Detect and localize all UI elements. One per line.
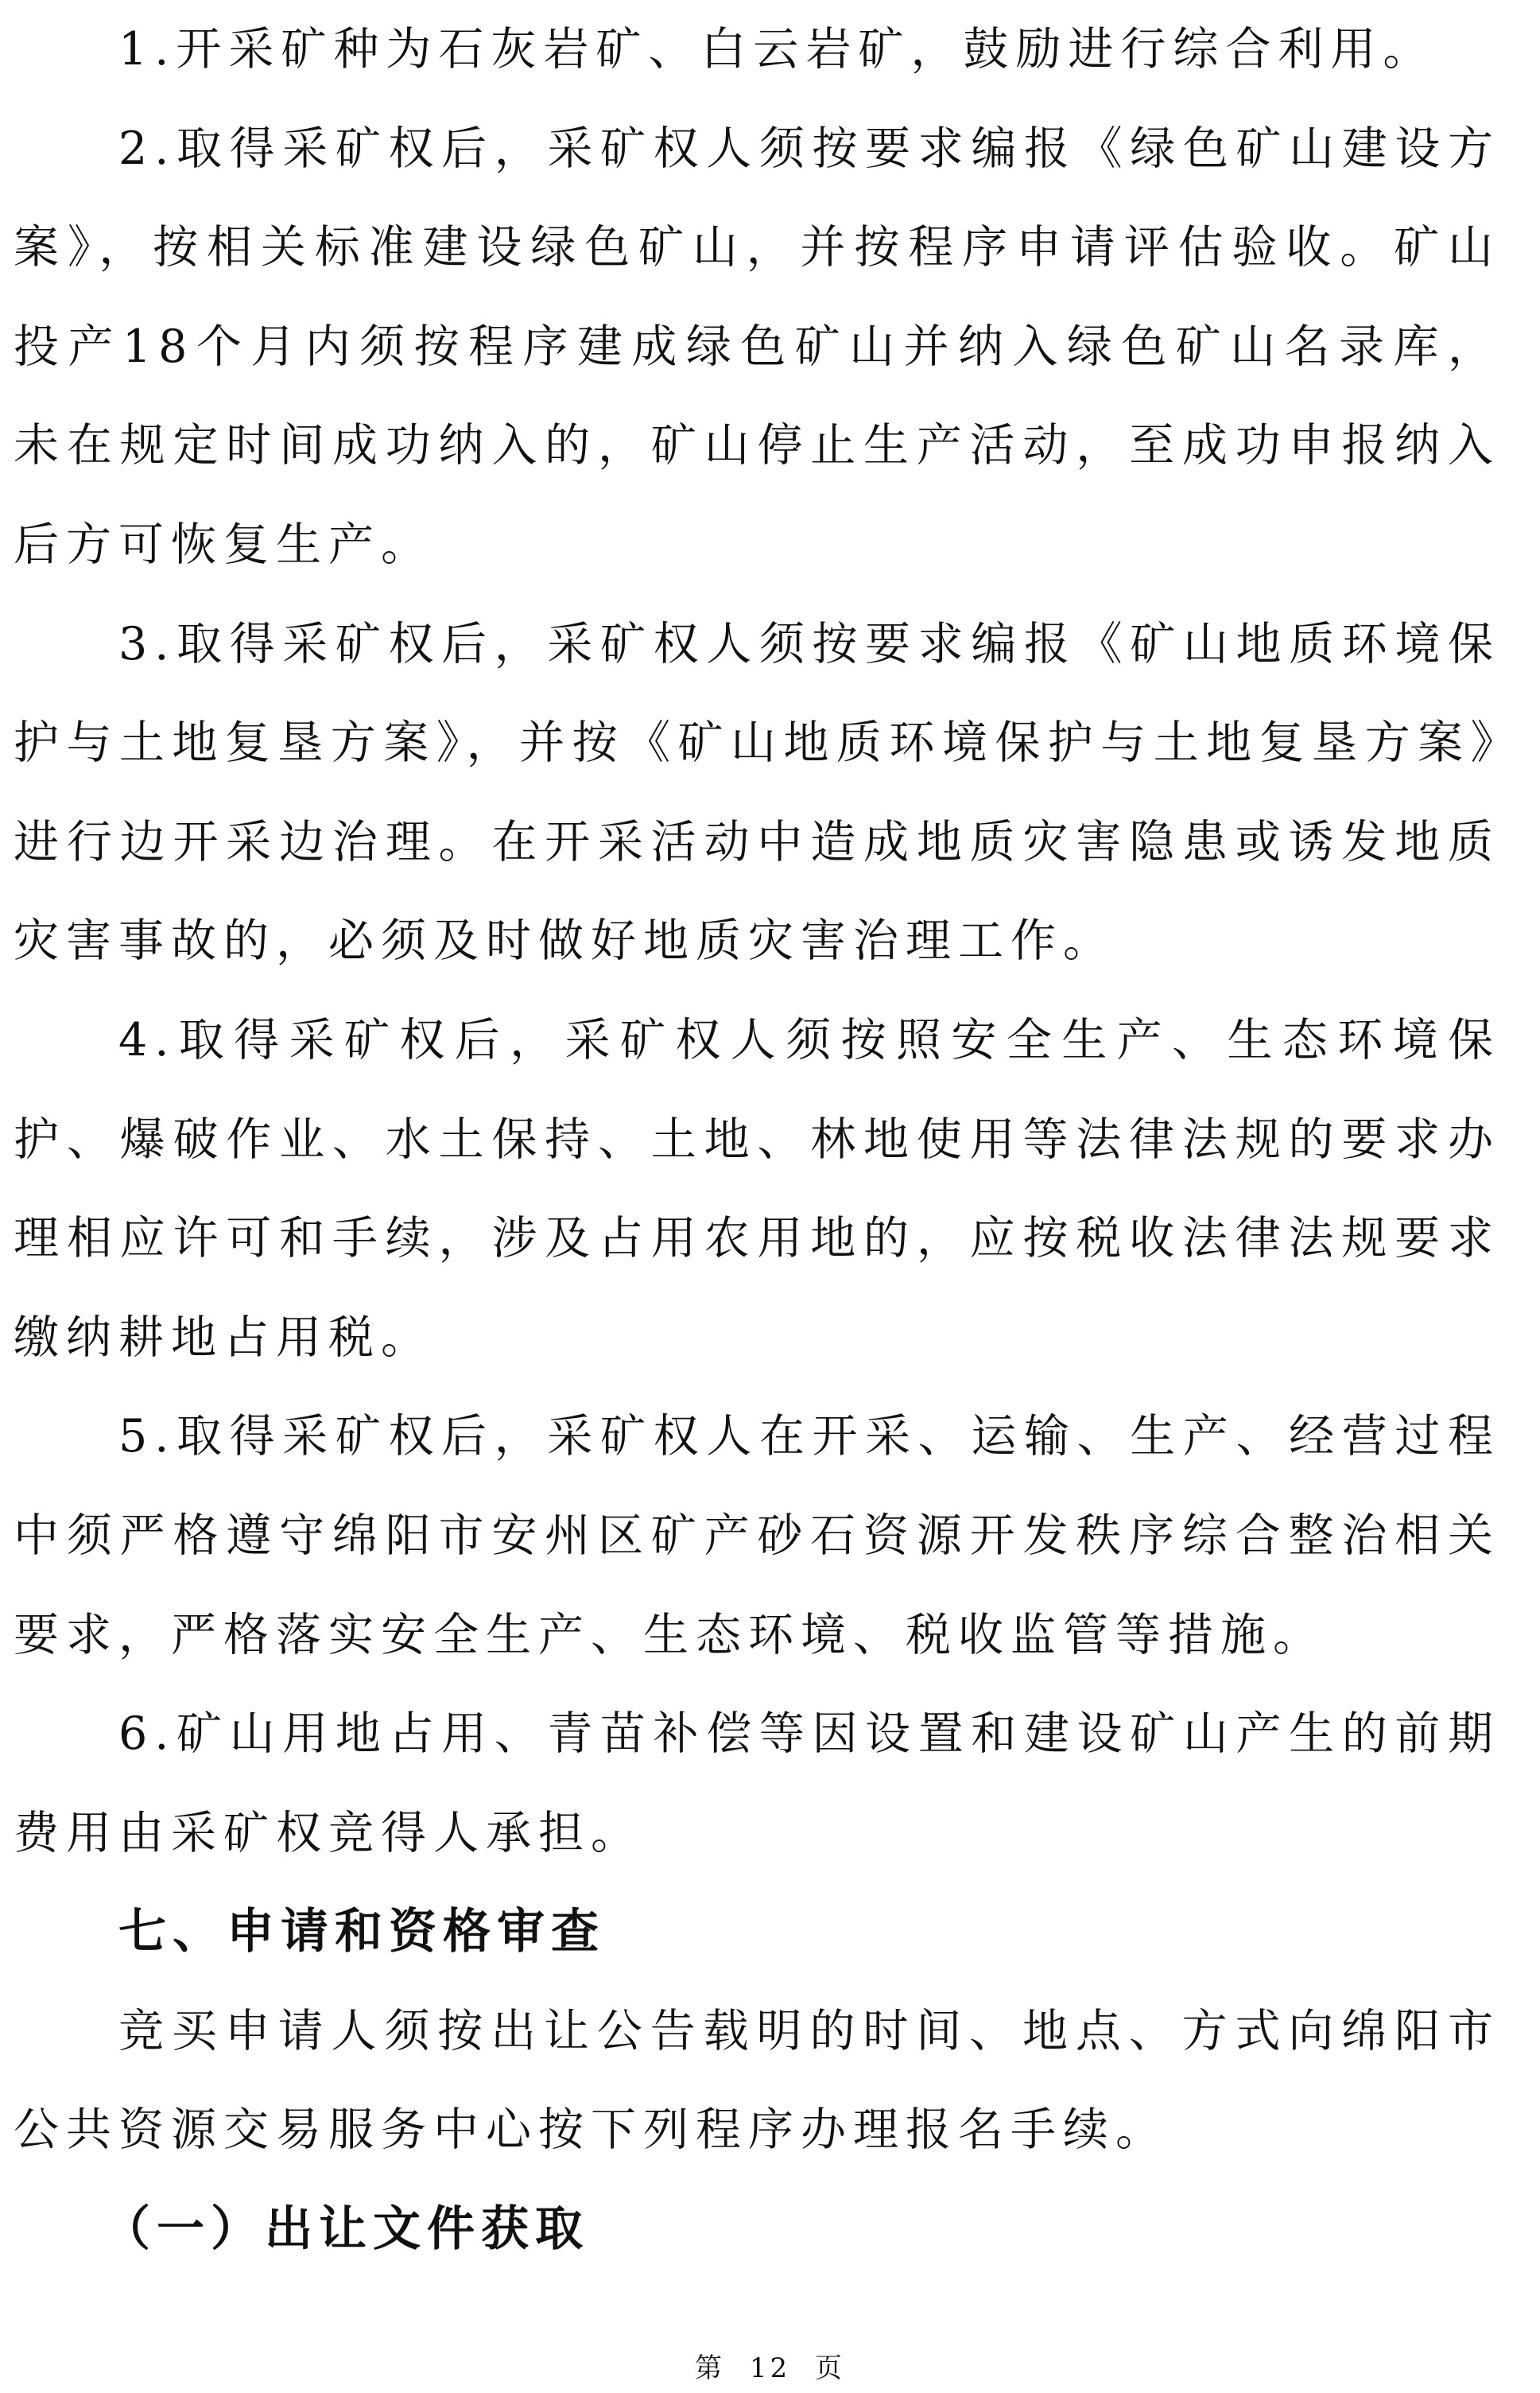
footer-page-number: 12 bbox=[749, 2352, 791, 2384]
page-footer bbox=[0, 2352, 1540, 2384]
document-body bbox=[14, 0, 1500, 2279]
paragraph-2: 2.取得采矿权后，采矿权人须按要求编报《绿色矿山建设方案》，按相关标准建设绿色矿山，并按程序申请评估验收。矿山投产18个月内须按程序建成绿色矿山并纳入绿色矿山名录库，未在规定时间成功纳入的，矿山停止生产活动，至成功申报纳入后方可恢复生产。 bbox=[14, 122, 1500, 571]
paragraph-4: 4.取得采矿权后，采矿权人须按照安全生产、生态环境保护、爆破作业、水土保持、土地、林地使用等法律法规的要求办理相应许可和手续，涉及占用农用地的，应按税收法律法规要求缴纳耕地占用税。 bbox=[14, 1013, 1500, 1364]
footer-prefix: 第 bbox=[695, 2352, 726, 2384]
paragraph-3: 3.取得采矿权后，采矿权人须按要求编报《矿山地质环境保护与土地复垦方案》，并按《矿山地质环境保护与土地复垦方案》进行边开采边治理。在开采活动中造成地质灾害隐患或诱发地质灾害事故的，必须及时做好地质灾害治理工作。 bbox=[14, 617, 1500, 968]
section-heading: 七、申请和资格审查 bbox=[118, 1904, 605, 1960]
paragraph-1: 1.开采矿种为石灰岩矿、白云岩矿，鼓励进行综合利用。 bbox=[118, 23, 1436, 76]
paragraph-5: 5.取得采矿权后，采矿权人在开采、运输、生产、经营过程中须严格遵守绵阳市安州区矿产砂石资源开发秩序综合整治相关要求，严格落实安全生产、生态环境、税收监管等措施。 bbox=[14, 1410, 1500, 1661]
footer-suffix: 页 bbox=[814, 2352, 845, 2384]
section-paragraph: 竞买申请人须按出让公告载明的时间、地点、方式向绵阳市公共资源交易服务中心按下列程序办理报名手续。 bbox=[14, 2004, 1500, 2157]
paragraph-6: 6.矿山用地占用、青苗补偿等因设置和建设矿山产生的前期费用由采矿权竞得人承担。 bbox=[14, 1707, 1500, 1859]
subheading: （一）出让文件获取 bbox=[103, 2201, 589, 2258]
